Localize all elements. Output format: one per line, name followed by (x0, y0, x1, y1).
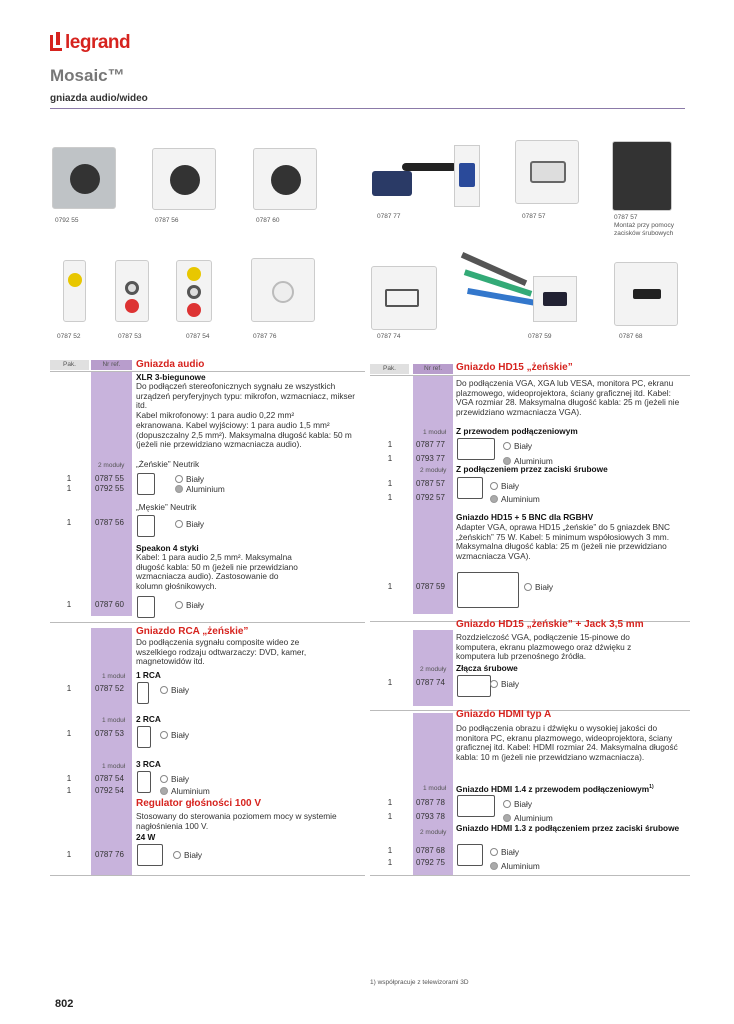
hd15-cable-title: Z przewodem podłączeniowym (456, 426, 578, 436)
xlr-desc: Do podłączeń stereofonicznych sygnału ze wszystkich urządzeń peryferyjnych typu: mikrofon, wzmacniacz, mikser itd. (136, 381, 356, 411)
white-swatch-icon (175, 520, 183, 528)
hdmi14-label: Gniazdo HDMI 1.4 z przewodem podłączeniowym (456, 783, 650, 794)
color-label: Biały (501, 481, 519, 491)
page-subtitle: gniazda audio/wideo (50, 93, 148, 104)
xlr-male-icon (137, 515, 155, 537)
pak-qty: 1 (66, 518, 72, 527)
hd15-jack-desc: Rozdzielczość VGA, podłączenie 15-pinowe do komputera, ekranu plazmowego oraz dźwięku z komputera lub przenośnego źródła. (456, 632, 632, 662)
module-count: 1 moduł (102, 763, 126, 770)
ref-code: 0787 54 (95, 774, 124, 783)
color-option-aluminium (490, 861, 540, 871)
speakon-desc: Kabel: 1 para audio 2,5 mm². Maksymalna długość kabla: 50 m (jeżeli nie przewidziano wzmacniacza audio). Zastosowanie do kolumn głośnikowych. (136, 552, 298, 591)
divider (50, 875, 365, 876)
rca3-icon (137, 771, 151, 793)
color-option-white (175, 519, 204, 529)
legrand-logo (50, 32, 130, 54)
product-image-rca2 (115, 260, 149, 322)
color-label: Biały (514, 799, 532, 809)
white-swatch-icon (490, 680, 498, 688)
caption: 0787 57 (522, 213, 546, 220)
speakon-title: Speakon 4 styki (136, 543, 199, 553)
col-header-nr: Nr ref. (91, 360, 132, 370)
white-swatch-icon (490, 848, 498, 856)
ref-code: 0787 52 (95, 684, 124, 693)
caption: 0792 55 (55, 217, 79, 224)
section-title-rca: Gniazdo RCA „żeńskie” (136, 626, 249, 637)
rca2-title: 2 RCA (136, 714, 161, 724)
aluminium-swatch-icon (490, 862, 498, 870)
color-label: Biały (501, 847, 519, 857)
module-count: 1 moduł (102, 717, 126, 724)
xlr-female-icon (137, 473, 155, 495)
caption: 0787 60 (256, 217, 280, 224)
product-image-rear-terminals (612, 141, 672, 211)
page-number: 802 (55, 998, 74, 1010)
section-title-audio: Gniazda audio (136, 359, 205, 370)
caption: 0787 54 (186, 333, 210, 340)
color-option-aluminium (490, 494, 540, 504)
rca-desc: Do podłączenia sygnału composite wideo ze wszelkiego rodzaju odtwarzaczy: DVD, kamer, magnetowidów itd. (136, 637, 307, 667)
pak-qty: 1 (387, 846, 393, 855)
color-option-white (173, 850, 202, 860)
hd15-screw-icon (457, 477, 483, 499)
module-count: 2 moduły (420, 829, 447, 836)
product-image-speakon (253, 148, 317, 210)
rca2-icon (137, 726, 151, 748)
aluminium-swatch-icon (503, 814, 511, 822)
product-image-volume (251, 258, 315, 322)
bnc-icon (457, 572, 519, 608)
color-option-white (490, 847, 519, 857)
white-swatch-icon (160, 775, 168, 783)
ref-code: 0787 55 (95, 474, 124, 483)
ref-code: 0787 53 (95, 729, 124, 738)
pak-qty: 1 (387, 812, 393, 821)
page-title: Mosaic™ (50, 66, 125, 85)
ref-code: 0787 74 (416, 678, 445, 687)
hdmi14-icon (457, 795, 495, 817)
color-option-white (175, 474, 204, 484)
ref-code: 0787 76 (95, 850, 124, 859)
color-label: Biały (186, 519, 204, 529)
hdmi13-title: Gniazdo HDMI 1.3 z podłączeniem przez zaciski śrubowe (456, 823, 680, 833)
ref-code: 0787 78 (416, 798, 445, 807)
pak-qty: 1 (387, 440, 393, 449)
white-swatch-icon (173, 851, 181, 859)
ref-code: 0787 60 (95, 600, 124, 609)
white-swatch-icon (175, 601, 183, 609)
col-header-nr: Nr ref. (413, 364, 453, 374)
ref-code: 0787 57 (416, 479, 445, 488)
pak-qty: 1 (387, 493, 393, 502)
color-label: Biały (171, 685, 189, 695)
color-option-white (160, 730, 189, 740)
hdmi13-icon (457, 844, 483, 866)
volume-power: 24 W (136, 832, 156, 842)
aluminium-swatch-icon (175, 485, 183, 493)
color-label: Biały (171, 730, 189, 740)
section-title-hd15-jack: Gniazdo HD15 „żeńskie” + Jack 3,5 mm (456, 619, 644, 630)
ref-code: 0792 75 (416, 858, 445, 867)
color-label: Biały (186, 600, 204, 610)
pak-qty: 1 (387, 582, 393, 591)
ref-column-band (91, 628, 132, 876)
color-label: Biały (535, 582, 553, 592)
rca3-title: 3 RCA (136, 759, 161, 769)
color-option-aluminium (503, 813, 553, 823)
pak-qty: 1 (387, 798, 393, 807)
product-image-xlr-male (152, 148, 216, 210)
divider (50, 622, 365, 623)
color-label: Biały (501, 679, 519, 689)
ref-code: 0792 55 (95, 484, 124, 493)
rca1-title: 1 RCA (136, 670, 161, 680)
caption: 0787 53 (118, 333, 142, 340)
ref-code: 0787 68 (416, 846, 445, 855)
xlr-title: XLR 3-biegunowe (136, 372, 206, 382)
caption: 0787 76 (253, 333, 277, 340)
col-header-pak: Pak. (370, 364, 409, 374)
module-count: 1 moduł (423, 785, 447, 792)
module-count: 2 moduły (98, 462, 125, 469)
white-swatch-icon (160, 731, 168, 739)
pak-qty: 1 (66, 600, 72, 609)
hdmi-desc: Do podłączenia obrazu i dźwięku o wysokiej jakości do monitora PC, ekranu plazmowego, wideoprojektora, ściany graficznej itd. Kabel: HDMI rozmiar 24. Maksymalna długość kabla: 10 m (jeżeli nie przewidziano wzmacniacza). (456, 723, 678, 762)
color-label: Aluminium (514, 456, 553, 466)
aluminium-swatch-icon (160, 787, 168, 795)
caption: 0787 59 (528, 333, 552, 340)
product-image-hd15-cable (372, 143, 482, 209)
color-option-white (503, 441, 532, 451)
ref-code: 0787 59 (416, 582, 445, 591)
color-option-white (175, 600, 204, 610)
color-label: Aluminium (501, 861, 540, 871)
bnc-title: Gniazdo HD15 + 5 BNC dla RGBHV (456, 512, 594, 522)
ref-column-band (91, 372, 132, 616)
hd15-desc: Do podłączenia VGA, XGA lub VESA, monitora PC, ekranu plazmowego, wideoprojektora, ściany graficznej itd. Kabel: VGA rozmiar 28. Maksymalna długość kabla: 25 m (jeżeli nie przewidziano wzmacniacza VGA). (456, 378, 680, 417)
color-option-aluminium (175, 484, 225, 494)
pak-qty: 1 (66, 684, 72, 693)
ref-code: 0792 57 (416, 493, 445, 502)
white-swatch-icon (503, 442, 511, 450)
white-swatch-icon (490, 482, 498, 490)
col-header-pak: Pak. (50, 360, 89, 370)
color-label: Aluminium (186, 484, 225, 494)
brand-name: legrand (65, 32, 131, 53)
footnote-ref: 1) (649, 784, 654, 790)
white-swatch-icon (503, 800, 511, 808)
section-title-volume: Regulator głośności 100 V (136, 798, 262, 809)
pak-qty: 1 (387, 479, 393, 488)
caption: 0787 52 (57, 333, 81, 340)
header-divider (50, 108, 685, 109)
module-count: 1 moduł (423, 429, 447, 436)
caption: 0787 74 (377, 333, 401, 340)
color-option-white (503, 799, 532, 809)
module-count: 2 moduły (420, 467, 447, 474)
ref-code: 0787 77 (416, 440, 445, 449)
pak-qty: 1 (66, 786, 72, 795)
footnote: 1) współpracuje z telewizorami 3D (370, 979, 469, 986)
section-title-hd15: Gniazdo HD15 „żeńskie” (456, 362, 573, 373)
xlr-desc3: ekranowana. Kabel wyjściowy: 1 para audio 1,5 mm² (dopuszczalny 2,5 mm²). Maksymalna długość kabla: 50 m (jeżeli nie przewidziano wzmacniacza audio). (136, 420, 352, 450)
divider (370, 875, 690, 876)
pak-qty: 1 (66, 484, 72, 493)
color-label: Biały (184, 850, 202, 860)
pak-qty: 1 (66, 729, 72, 738)
divider (370, 375, 690, 376)
caption: 0787 77 (377, 213, 401, 220)
color-option-aluminium (160, 786, 210, 796)
pak-qty: 1 (66, 850, 72, 859)
module-count: 2 moduły (420, 666, 447, 673)
hd15-cable-icon (457, 438, 495, 460)
caption-note: Montaż przy pomocy zacisków śrubowych (614, 222, 674, 237)
bnc-desc: Adapter VGA, oprawa HD15 „żeńskie” do 5 gniazdek BNC „żeńskich” 75 W. Kabel: 5 minimum współosiowych 3 mm. Maksymalna długość kabla: 25 m (jeżeli nie przewidziano wzmacniacza VGA). (456, 522, 670, 561)
aluminium-swatch-icon (490, 495, 498, 503)
hd15-screw-title: Z podłączeniem przez zaciski śrubowe (456, 464, 608, 474)
product-image-hdmi (614, 262, 678, 326)
xlr-desc2: Kabel mikrofonowy: 1 para audio 0,22 mm² (136, 410, 295, 420)
logo-mark-icon (50, 35, 62, 51)
caption: 0787 57 (614, 214, 638, 221)
pak-qty: 1 (66, 474, 72, 483)
color-option-white (490, 679, 519, 689)
product-image-xlr-female (52, 147, 116, 209)
divider (50, 371, 365, 372)
white-swatch-icon (175, 475, 183, 483)
ref-code: 0787 56 (95, 518, 124, 527)
speakon-icon (137, 596, 155, 618)
color-label: Biały (186, 474, 204, 484)
ref-code: 0793 77 (416, 454, 445, 463)
color-option-white (524, 582, 553, 592)
ref-code: 0792 54 (95, 786, 124, 795)
white-swatch-icon (524, 583, 532, 591)
product-image-hd15-jack (371, 266, 437, 330)
color-option-white (160, 774, 189, 784)
xlr-female-label: „Żeńskie” Neutrik (136, 459, 200, 469)
hdmi14-title (456, 783, 654, 794)
product-image-rca1 (63, 260, 86, 322)
section-title-hdmi: Gniazdo HDMI typ A (456, 709, 552, 720)
module-count: 1 moduł (102, 673, 126, 680)
color-label: Aluminium (514, 813, 553, 823)
caption: 0787 56 (155, 217, 179, 224)
color-option-white (160, 685, 189, 695)
caption: 0787 68 (619, 333, 643, 340)
pak-qty: 1 (66, 774, 72, 783)
product-image-hd15-screw (515, 140, 579, 204)
volume-icon (137, 844, 163, 866)
color-label: Biały (514, 441, 532, 451)
hd15-jack-screw: Złącza śrubowe (456, 663, 518, 673)
color-option-white (490, 481, 519, 491)
pak-qty: 1 (387, 858, 393, 867)
rca1-icon (137, 682, 149, 704)
volume-desc: Stosowany do sterowania poziomem mocy w systemie nagłośnienia 100 V. (136, 811, 337, 831)
product-image-hd15-bnc (459, 260, 577, 328)
hd15-jack-icon (457, 675, 491, 697)
color-label: Biały (171, 774, 189, 784)
pak-qty: 1 (387, 454, 393, 463)
pak-qty: 1 (387, 678, 393, 687)
white-swatch-icon (160, 686, 168, 694)
ref-code: 0793 78 (416, 812, 445, 821)
color-label: Aluminium (501, 494, 540, 504)
product-image-rca3 (176, 260, 212, 322)
color-label: Aluminium (171, 786, 210, 796)
xlr-male-label: „Męskie” Neutrik (136, 502, 197, 512)
